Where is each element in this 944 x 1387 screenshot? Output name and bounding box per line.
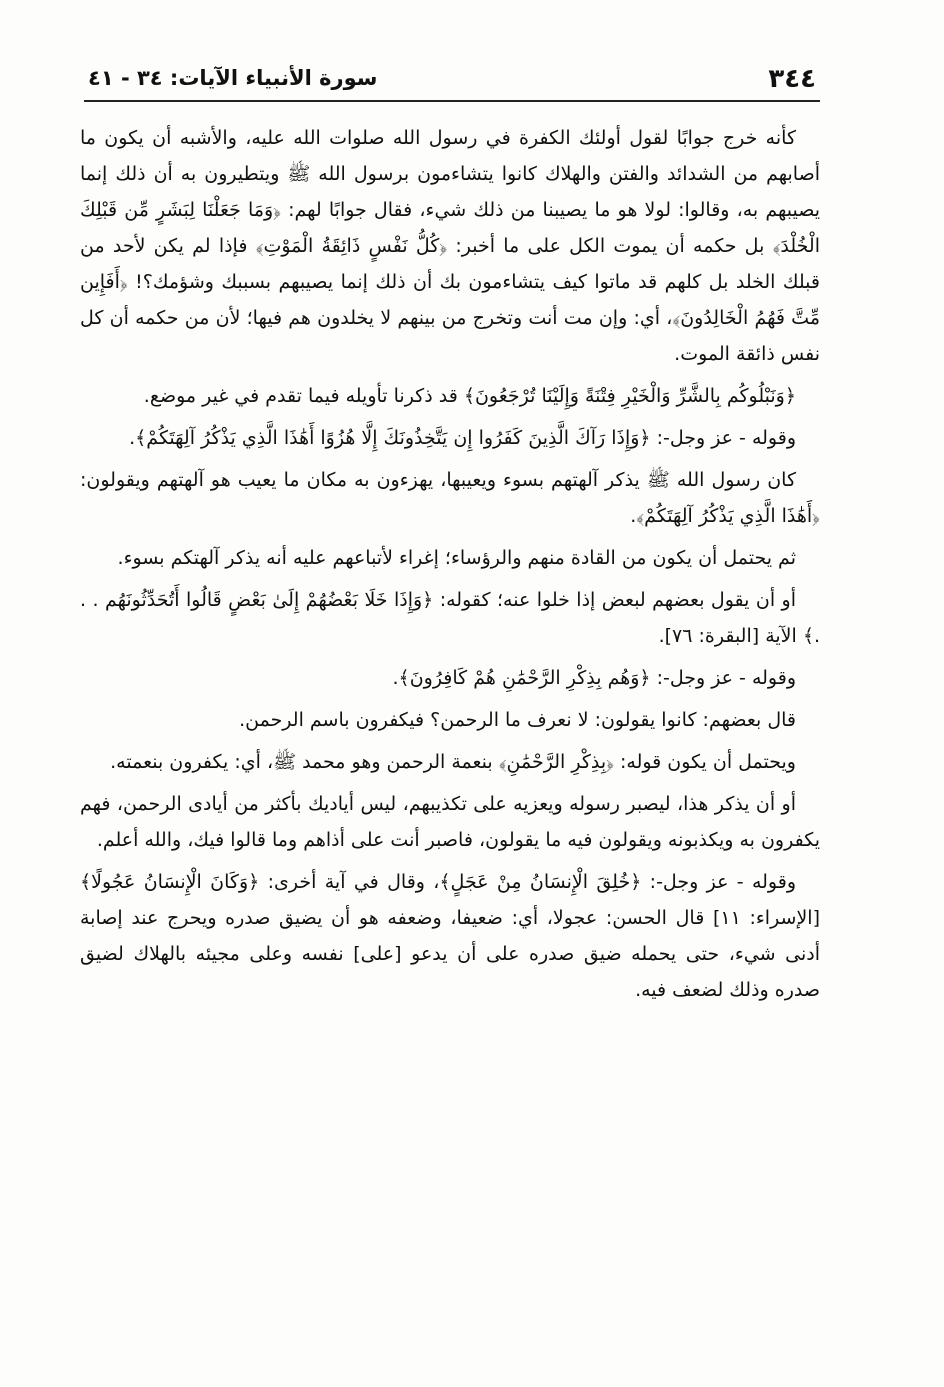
paragraph: أو أن يقول بعضهم لبعض إذا خلوا عنه؛ كقوله: ﴿وَإِذَا خَلَا بَعْضُهُمْ إِلَىٰ بَعْضٍ قَالُوا أَتُحَدِّثُونَهُم . . .﴾ الآية [البقرة: ٧٦]. xyxy=(80,589,820,647)
paragraph: وقوله - عز وجل-: ﴿وَهُم بِذِكْرِ الرَّحْمَٰنِ هُمْ كَافِرُونَ﴾. xyxy=(392,667,796,689)
paragraph: كان رسول الله ﷺ يذكر آلهتهم بسوء ويعيبها، يهزءون به مكان ما يعيب هو آلهتهم ويقولون: ﴿أَهَٰذَا الَّذِي يَذْكُرُ آلِهَتَكُمْ﴾. xyxy=(80,469,820,527)
page-header xyxy=(84,60,820,102)
paragraph: ثم يحتمل أن يكون من القادة منهم والرؤساء؛ إغراء لأتباعهم عليه أنه يذكر آلهتكم بسوء. xyxy=(117,547,796,569)
paragraph: كأنه خرج جوابًا لقول أولئك الكفرة في رسول الله صلوات الله عليه، والأشبه أن يكون ما أصابهم من الشدائد والفتن والهلاك كانوا يتشاءمون برسول الله ﷺ ويتطيرون به أن ذلك إنما يصيبهم به، وقالوا: لولا هو ما يصيبنا من ذلك شيء، فقال جوابًا لهم: ﴿وَمَا جَعَلْنَا لِبَشَرٍ مِّن قَبْلِكَ الْخُلْدَ﴾ بل حكمه أن يموت الكل على ما أخبر: ﴿كُلُّ نَفْسٍ ذَائِقَةُ الْمَوْتِ﴾ فإذا لم يكن لأحد من قبلك الخلد بل كلهم قد ماتوا كيف يتشاءمون بك أن ذلك إنما يصيبهم بسببك وشؤمك؟! ﴿أَفَإِين مِّتَّ فَهُمُ الْخَالِدُونَ﴾، أي: وإن مت أنت وتخرج من بينهم لا يخلدون هم فيها؛ لأن من حكمه أن كل نفس ذائقة الموت. xyxy=(80,127,820,365)
paragraph: ويحتمل أن يكون قوله: ﴿بِذِكْرِ الرَّحْمَٰنِ﴾ بنعمة الرحمن وهو محمد ﷺ، أي: يكفرون بنعمته. xyxy=(110,751,796,773)
paragraph: ﴿وَنَبْلُوكُم بِالشَّرِّ وَالْخَيْرِ فِتْنَةً وَإِلَيْنَا تُرْجَعُونَ﴾ قد ذكرنا تأويله فيما تقدم في غير موضع. xyxy=(143,385,796,407)
paragraph: قال بعضهم: كانوا يقولون: لا نعرف ما الرحمن؟ فيكفرون باسم الرحمن. xyxy=(239,709,796,731)
paragraph: وقوله - عز وجل-: ﴿خُلِقَ الْإِنسَانُ مِنْ عَجَلٍ﴾، وقال في آية أخرى: ﴿وَكَانَ الْإِنسَانُ عَجُولًا﴾ [الإسراء: ١١] قال الحسن: عجولا، أي: ضعيفا، وضعفه هو أن يضيق صدره ويحرج عند إصابة أدنى شيء، حتى يحمله ضيق صدره على أن يدعو [على] نفسه وعلى مجيئه بالهلاك لضيق صدره وذلك لضعف فيه. xyxy=(80,871,820,1001)
running-title: سورة الأنبياء الآيات: ٣٤ - ٤١ xyxy=(88,66,378,90)
paragraph: وقوله - عز وجل-: ﴿وَإِذَا رَآكَ الَّذِينَ كَفَرُوا إِن يَتَّخِذُونَكَ إِلَّا هُزُوًا أَهَٰذَا الَّذِي يَذْكُرُ آلِهَتَكُمْ﴾. xyxy=(129,427,796,449)
body-text xyxy=(80,120,820,1014)
paragraph: أو أن يذكر هذا، ليصبر رسوله ويعزيه على تكذيبهم، ليس أياديك بأكثر من أيادى الرحمن، فهم يكفرون به ويكذبونه ويقولون فيه ما يقولون، فاصبر أنت على أذاهم وما قالوا فيك، والله أعلم. xyxy=(80,793,820,851)
page-number: ٣٤٤ xyxy=(768,64,816,94)
